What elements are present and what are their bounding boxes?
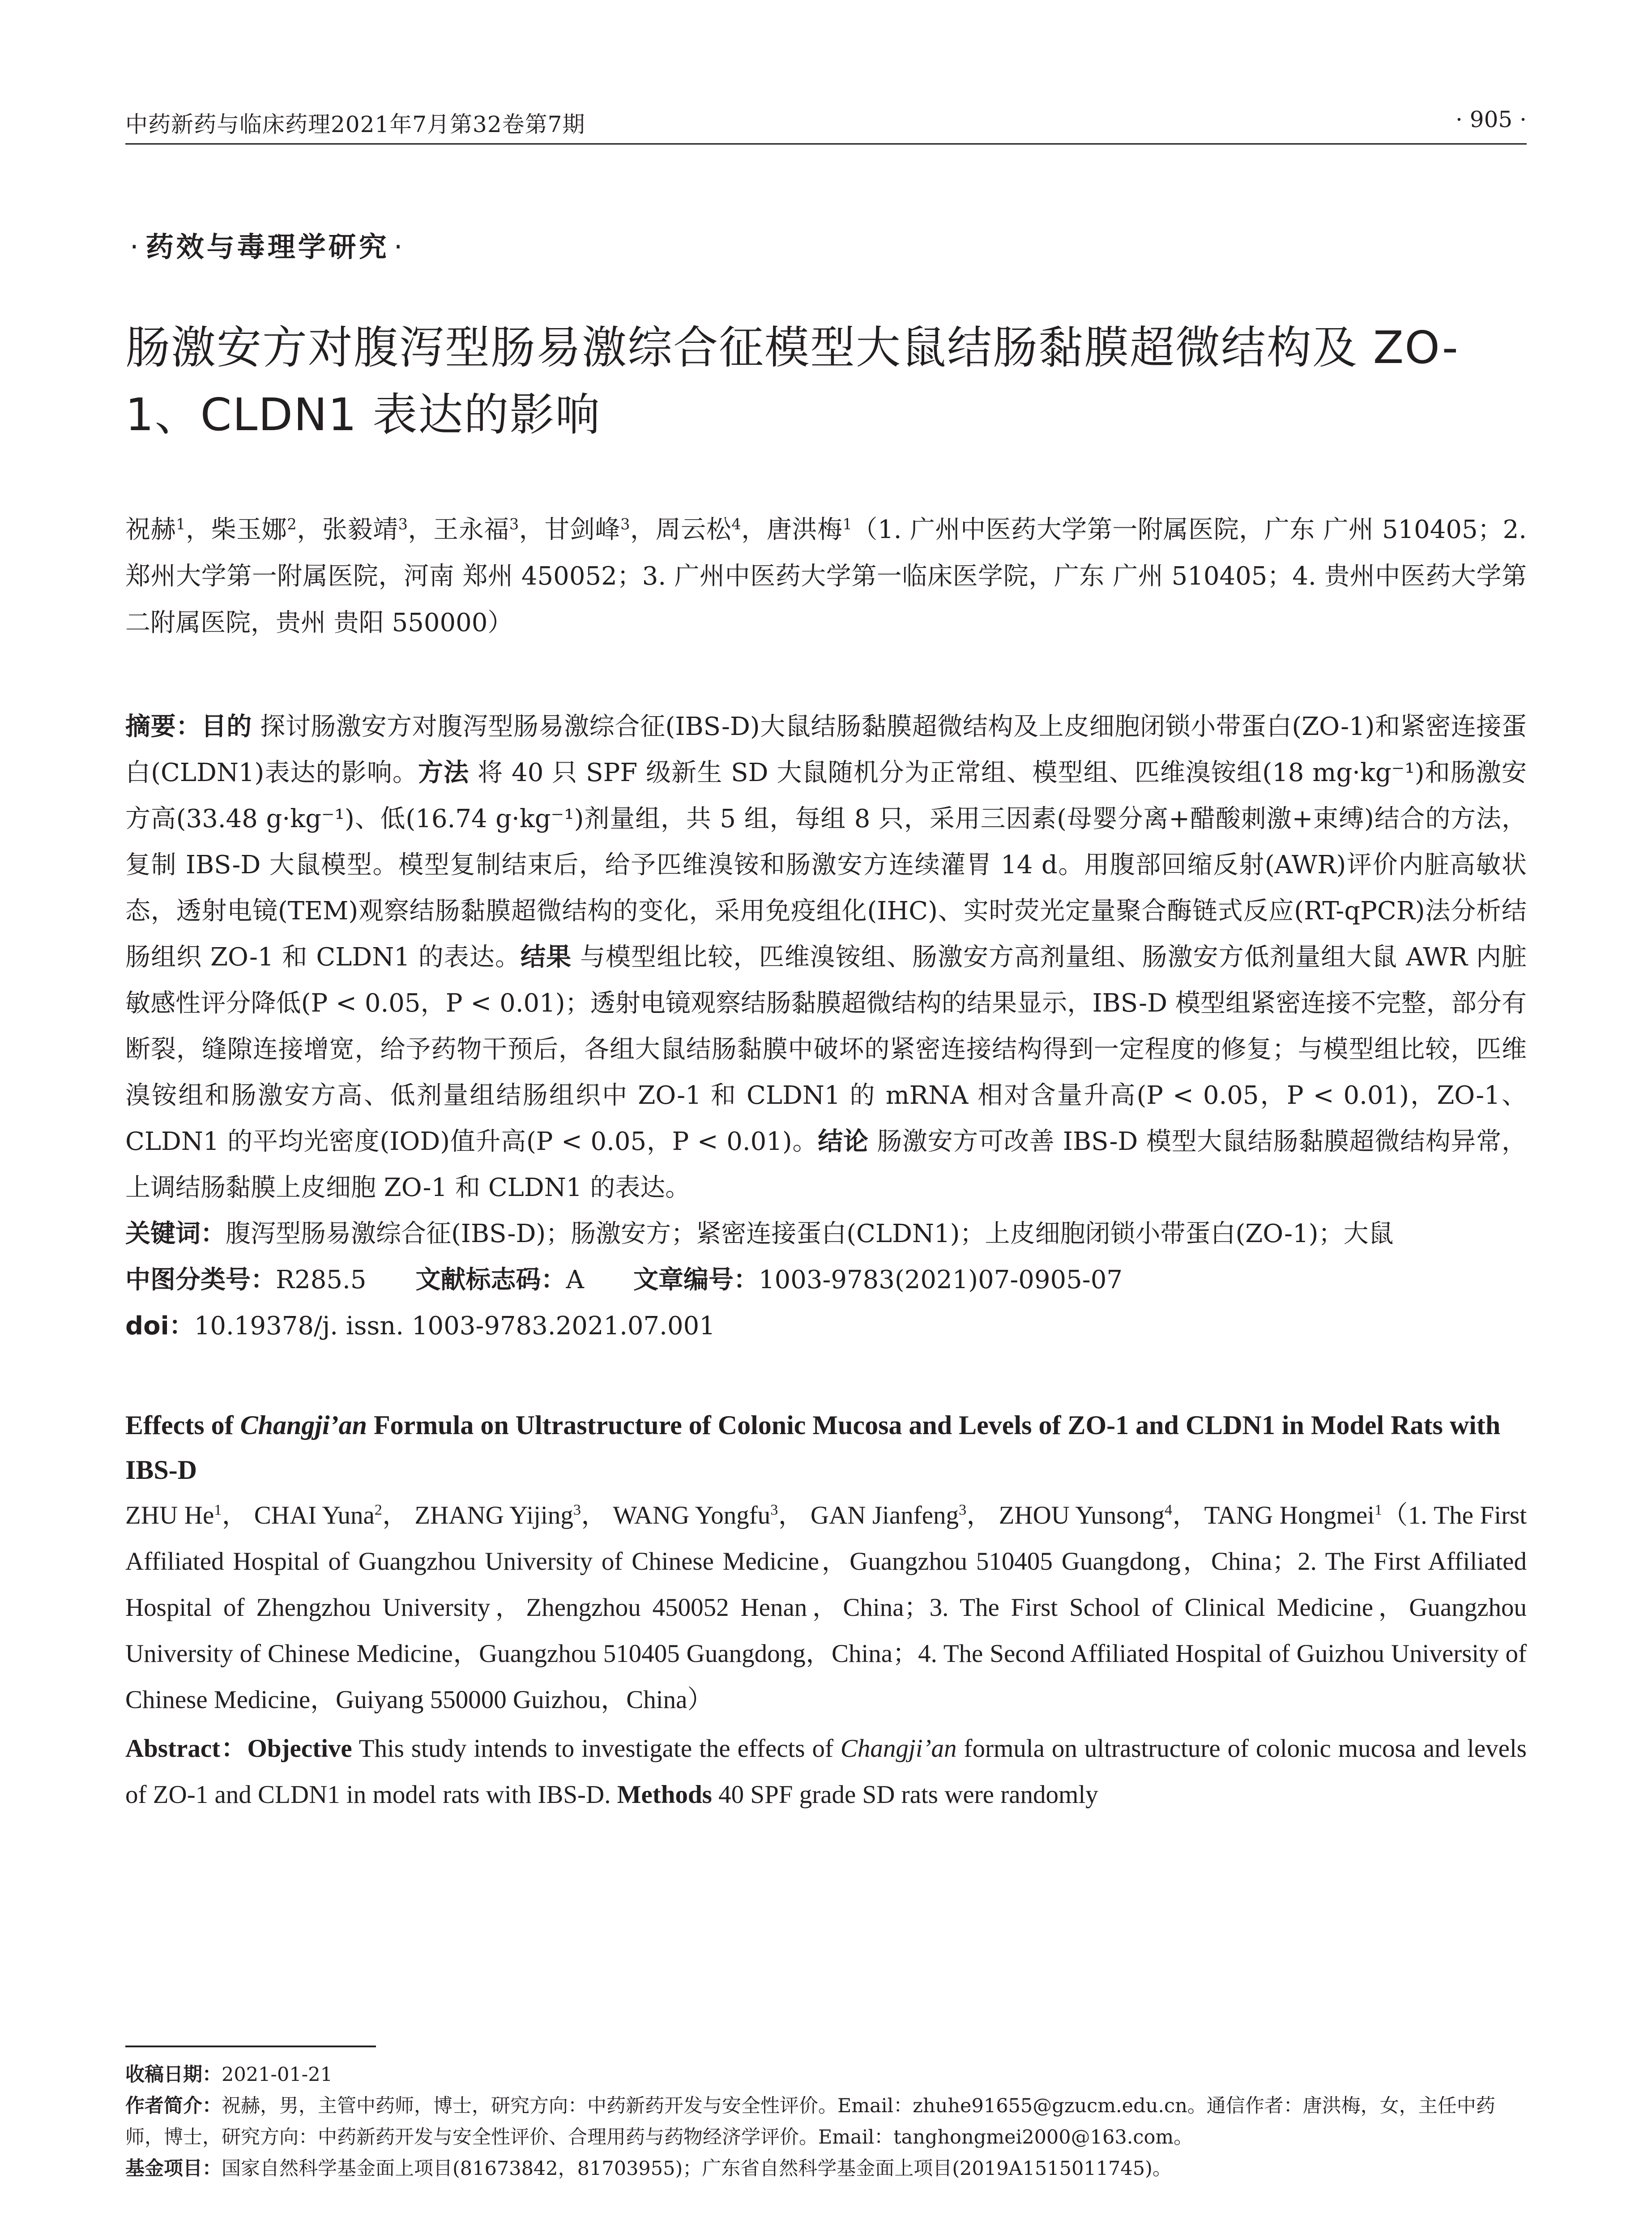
author-name: 周云松 — [655, 515, 732, 544]
author-name: GAN Jianfeng — [810, 1501, 959, 1529]
author-name: 祝赫 — [125, 515, 176, 544]
authors-zh: 祝赫$^1$，柴玉娜$^2$，张毅靖$^3$，王永福$^3$，甘剑峰$^3$，周云松$^4$，唐洪梅$^1$（1. 广州中医药大学第一附属医院，广东 广州 510405；2. 郑州大学第一附属医院，河南 郑州 450052；3. 广州中医药大学第一临床医学院，广东 广州 510405；4. 贵州中医药大学第二附属医院，贵州 贵阳 550000） — [125, 515, 1527, 637]
running-header — [125, 107, 1527, 142]
abstract-en-label: Abstract： — [125, 1734, 248, 1763]
journal-name: 中药新药与临床药理2021年7月第32卷第7期 — [125, 111, 585, 137]
article-id-label: 文章编号： — [633, 1265, 759, 1294]
objective-label: 目的 — [201, 712, 252, 741]
objective-en-label: Objective — [247, 1734, 352, 1763]
abstract-zh — [125, 704, 1527, 1211]
author-name: 甘剑峰 — [544, 515, 621, 544]
author-name: 柴玉娜 — [211, 515, 287, 544]
received-date: 收稿日期：2021-01-21 — [125, 2063, 333, 2086]
author-name: 唐洪梅 — [766, 515, 843, 544]
author-name: 张毅靖 — [322, 515, 398, 544]
author-name: ZHU He — [125, 1501, 214, 1529]
header-rule — [125, 143, 1527, 145]
keywords — [125, 1211, 1527, 1257]
doi-value: 10.19378/j. issn. 1003-9783.2021.07.001 — [194, 1311, 715, 1341]
authors-en: ZHU He$^1$， CHAI Yuna$^2$， ZHANG Yijing$^3$， WANG Yongfu$^3$， GAN Jianfeng$^3$， ZHOU Yunsong$^4$， TANG Hongmei$^1$（1. The First Affiliated Hospital of Guangzhou University of Chinese Medicine，Guangzhou 510405 Guangdong，China；2. The First Affiliated Hospital of Zhengzhou University，Zhengzhou 450052 Henan，China；3. The First School of Clinical Medicine，Guangzhou University of Chinese Medicine，Guangzhou 510405 Guangdong，China；4. The Second Affiliated Hospital of Guizhou University of Chinese Medicine，Guiyang 550000 Guizhou，China） — [125, 1501, 1527, 1714]
conclusion-label: 结论 — [818, 1127, 869, 1156]
conclusion-text: 肠激安方可改善 IBS-D 模型大鼠结肠黏膜超微结构异常，上调结肠黏膜上皮细胞 ZO-1 和 CLDN1 的表达。 — [125, 1127, 1527, 1202]
affiliations-en: （1. The First Affiliated Hospital of Guangzhou University of Chinese Medicine，Guangzhou 510405 Guangdong，China；2. The First Affiliated Hospital of Zhengzhou University，Zhengzhou 450052 Henan，China；3. The First School of Clinical Medicine，Guangzhou University of Chinese Medicine，Guangzhou 510405 Guangdong，China；4. The Second Affiliated Hospital of Guizhou University of Chinese Medicine，Guiyang 550000 Guizhou，China） — [125, 1501, 1527, 1714]
objective-text: 探讨肠激安方对腹泻型肠易激综合征(IBS-D)大鼠结肠黏膜超微结构及上皮细胞闭锁小带蛋白(ZO-1)和紧密连接蛋白(CLDN1)表达的影响。 — [125, 712, 1527, 787]
results-label: 结果 — [521, 943, 572, 972]
author-name: TANG Hongmei — [1204, 1501, 1375, 1529]
keywords-text: 腹泻型肠易激综合征(IBS-D)；肠激安方；紧密连接蛋白(CLDN1)；上皮细胞闭锁小带蛋白(ZO-1)；大鼠 — [226, 1219, 1394, 1248]
author-name: ZHANG Yijing — [414, 1501, 573, 1529]
journal-page — [125, 0, 1527, 2238]
section-label: · 药效与毒理学研究 · — [130, 231, 406, 263]
doi-row — [125, 1303, 1527, 1349]
article-title-zh: 肠激安方对腹泻型肠易激综合征模型大鼠结肠黏膜超微结构及 ZO-1、CLDN1 表达的影响 — [125, 321, 1459, 441]
methods-en-label: Methods — [617, 1781, 712, 1809]
page-number: · 905 · — [1455, 107, 1527, 132]
methods-text: 将 40 只 SPF 级新生 SD 大鼠随机分为正常组、模型组、匹维溴铵组(18 mg·kg⁻¹)和肠激安方高(33.48 g·kg⁻¹)、低(16.74 g·kg⁻¹)剂量组，共 5 组，每组 8 只，采用三因素(母婴分离+醋酸刺激+束缚)结合的方法，复制 IBS-D 大鼠模型。模型复制结束后，给予匹维溴铵和肠激安方连续灌胃 14 d。用腹部回缩反射(AWR)评价内脏高敏状态，透射电镜(TEM)观察结肠黏膜超微结构的变化，采用免疫组化(IHC)、实时荧光定量聚合酶链式反应(RT-qPCR)法分析结肠组织 ZO-1 和 CLDN1 的表达。 — [125, 758, 1527, 972]
doc-code-label: 文献标志码： — [415, 1265, 566, 1294]
funding: 基金项目：国家自然科学基金面上项目(81673842，81703955)；广东省自然科学基金面上项目(2019A1515011745)。 — [125, 2157, 1172, 2180]
keywords-label: 关键词： — [125, 1219, 226, 1248]
abstract-label: 摘要： — [125, 712, 201, 741]
author-name: ZHOU Yunsong — [999, 1501, 1165, 1529]
abstract-en: Abstract：Objective This study intends to investigate the effects of Changji’an formula on ultrastructure of colonic mucosa and levels of ZO-1 and CLDN1 in model rats with IBS-D. Methods 40 SPF grade SD rats were randomly — [125, 1734, 1527, 1809]
author-name: CHAI Yuna — [254, 1501, 375, 1529]
clc-label: 中图分类号： — [125, 1265, 276, 1294]
footnotes — [125, 2059, 1527, 2184]
article-id-value: 1003-9783(2021)07-0905-07 — [758, 1265, 1123, 1294]
footnote-rule — [125, 2046, 376, 2047]
doi-label: doi： — [125, 1311, 194, 1341]
author-name: 王永福 — [433, 515, 509, 544]
author-name: WANG Yongfu — [613, 1501, 771, 1529]
affiliations-zh: （1. 广州中医药大学第一附属医院，广东 广州 510405；2. 郑州大学第一附属医院，河南 郑州 450052；3. 广州中医药大学第一临床医学院，广东 广州 510405；4. 贵州中医药大学第二附属医院，贵州 贵阳 550000） — [125, 515, 1527, 637]
article-body — [125, 228, 1527, 1818]
classification-row — [125, 1257, 1527, 1303]
methods-label: 方法 — [418, 758, 470, 787]
doc-code-value: A — [566, 1265, 584, 1294]
results-text: 与模型组比较，匹维溴铵组、肠激安方高剂量组、肠激安方低剂量组大鼠 AWR 内脏敏感性评分降低(P < 0.05，P < 0.01)；透射电镜观察结肠黏膜超微结构的结果显示，IBS-D 模型组紧密连接不完整，部分有断裂，缝隙连接增宽，给予药物干预后，各组大鼠结肠黏膜中破坏的紧密连接结构得到一定程度的修复；与模型组比较，匹维溴铵组和肠激安方高、低剂量组结肠组织中 ZO-1 和 CLDN1 的 mRNA 相对含量升高(P < 0.05，P < 0.01)，ZO-1、CLDN1 的平均光密度(IOD)值升高(P < 0.05，P < 0.01)。 — [125, 943, 1527, 1156]
clc-value: R285.5 — [276, 1265, 367, 1294]
author-bio: 作者简介：祝赫，男，主管中药师，博士，研究方向：中药新药开发与安全性评价。Email：zhuhe91655@gzucm.edu.cn。通信作者：唐洪梅，女，主任中药师，博士，研究方向：中药新药开发与安全性评价、合理用药与药物经济学评价。Email：tanghongmei2000@163.com。 — [125, 2095, 1495, 2148]
article-title-en: Effects of Changji’an Formula on Ultrastructure of Colonic Mucosa and Levels of ZO-1 and CLDN1 in Model Rats with IBS-D — [125, 1410, 1501, 1485]
